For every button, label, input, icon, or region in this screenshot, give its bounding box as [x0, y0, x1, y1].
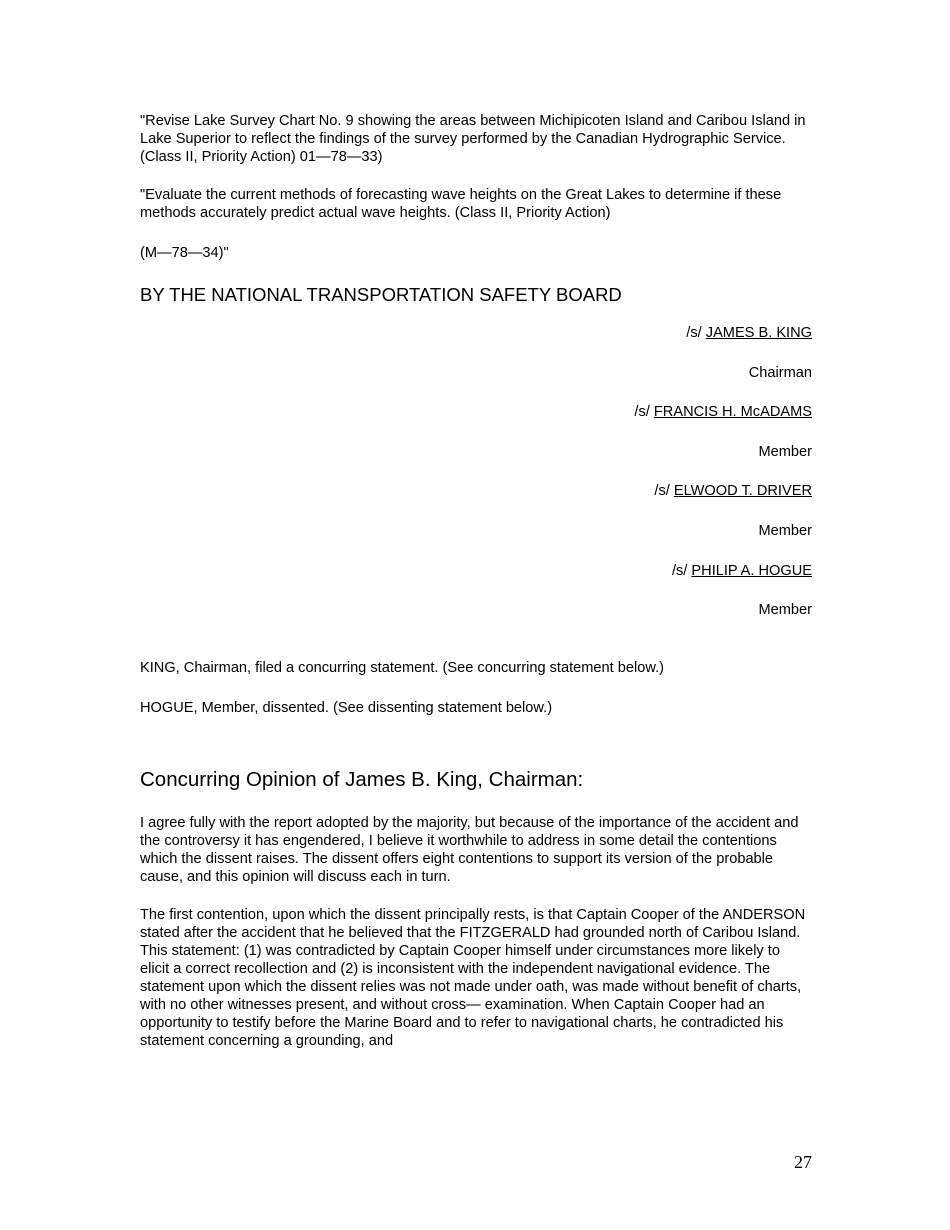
- filed-statements: [140, 659, 812, 717]
- signature-line-king: [140, 324, 812, 342]
- filed-statement-king: KING, Chairman, filed a concurring statement. (See concurring statement below.): [140, 660, 664, 677]
- board-heading: BY THE NATIONAL TRANSPORTATION SAFETY BOARD: [140, 284, 622, 305]
- signature-name: ELWOOD T. DRIVER: [673, 483, 812, 500]
- signature-name: JAMES B. KING: [705, 325, 812, 341]
- signature-line-driver: [140, 482, 812, 500]
- opinion-paragraph-1: I agree fully with the report adopted by the majority, but because of the importance of the accident and the controversy it has engendered, I believe it worthwhile to address in some detail the contentions which the dissent raises. The dissent offers eight contentions to support its version of the probable cause, and this opinion will discuss each in turn.: [140, 815, 799, 886]
- signature-prefix: /s/: [671, 562, 692, 579]
- signature-prefix: /s/: [634, 404, 654, 421]
- signature-name: PHILIP A. HOGUE: [691, 562, 812, 579]
- signature-prefix: /s/: [686, 325, 706, 341]
- signature-prefix: /s/: [654, 483, 674, 500]
- signature-block: [140, 324, 812, 619]
- concurring-opinion-heading: Concurring Opinion of James B. King, Chairman:: [140, 768, 584, 792]
- signature-title: Member: [758, 522, 812, 539]
- signature-title: Chairman: [748, 364, 812, 381]
- signature-line-mcadams: [140, 403, 812, 421]
- page-number: 27: [794, 1152, 812, 1172]
- recommendation-number: (M—78—34)": [140, 245, 229, 261]
- recommendation-m-78-33: "Revise Lake Survey Chart No. 9 showing the areas between Michipicoten Island and Caribou Island in Lake Superior to reflect the findings of the survey performed by the Canadian Hydrographic Service. (Class II, Priority Action) 01—78—33): [140, 113, 806, 165]
- signature-line-hogue: [140, 562, 812, 580]
- opinion-paragraph-2: The first contention, upon which the dissent principally rests, is that Captain Cooper of the ANDERSON stated after the accident that he believed that the FITZGERALD had grounded north of Caribou Island. This statement: (1) was contradicted by Captain Cooper himself under circumstances more likely to elicit a correct recollection and (2) is inconsistent with the independent navigational evidence. The statement upon which the dissent relies was not made under oath, was made without benefit of charts, with no other witnesses present, and without cross— examination. When Captain Cooper had an opportunity to testify before the Marine Board and to refer to navigational charts, he contradicted his statement concerning a grounding, and: [140, 907, 806, 1050]
- signature-name: FRANCIS H. McADAMS: [653, 404, 812, 421]
- recommendation-m-78-34: "Evaluate the current methods of forecasting wave heights on the Great Lakes to determine if these methods accurately predict actual wave heights. (Class II, Priority Action): [140, 187, 782, 221]
- filed-statement-hogue: HOGUE, Member, dissented. (See dissenting statement below.): [140, 700, 553, 717]
- signature-title: Member: [758, 602, 812, 619]
- signature-title: Member: [758, 443, 812, 460]
- document-page: [140, 112, 812, 1050]
